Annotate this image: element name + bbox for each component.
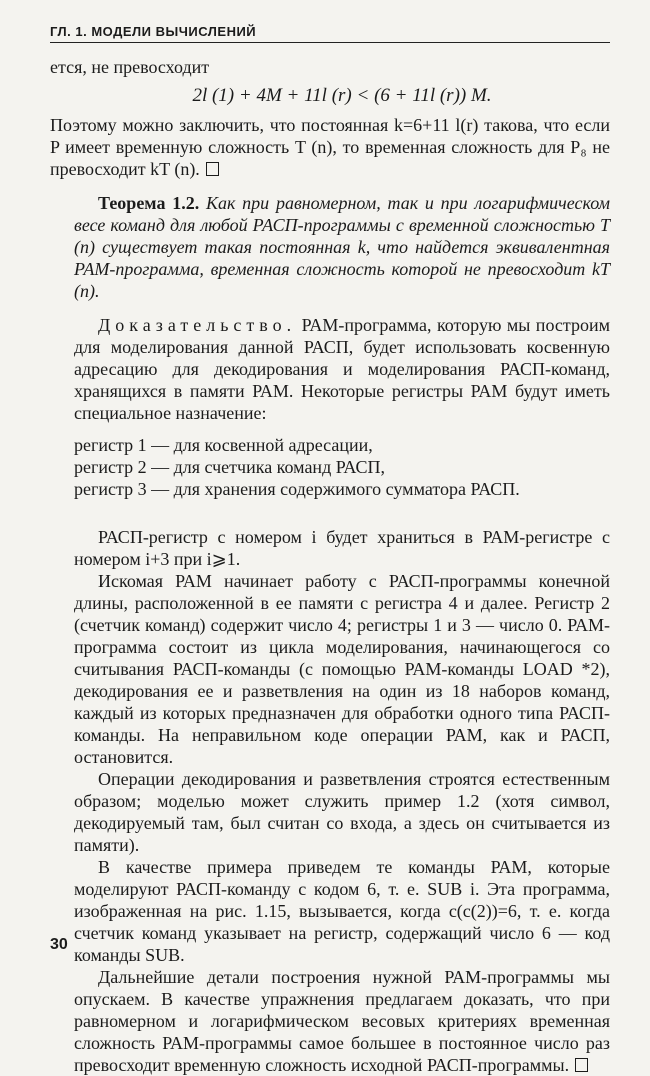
running-head-text: ГЛ. 1. МОДЕЛИ ВЫЧИСЛЕНИЙ [50,24,257,39]
paragraph-sub-example: В качестве примера приведем те команды РАМ, которые моделируют РАСП-команду с кодом 6, т. е. SUB i. Эта программа, изображенная на рис. 1.15, вызывается, когда c(c(2))=6, т. е. когда счетчик команд указывает на регистр, содержащий число 6 — код команды SUB. [74,857,610,965]
register-item: регистр 3 — для хранения содержимого сумматора РАСП. [74,479,520,499]
end-of-proof-icon [575,1058,588,1072]
register-list [74,434,610,500]
paragraph-conclusion [50,114,610,180]
theorem-1-2 [74,192,610,302]
paragraph-final [74,966,610,1076]
proof-text: РАМ-программа, которую мы построим для моделирования данной РАСП, будет использовать косвенную адресацию для декодирования и моделирования РАСП-команд, хранящихся в памяти РАМ. Некоторые регистры РАМ будут иметь специальное назначение: [74,315,610,423]
theorem-title: Теорема 1.2. [98,193,200,213]
end-of-proof-icon [206,162,219,176]
theorem-statement: Как при равномерном, так и при логарифмическом весе команд для любой РАСП-программы с временной сложностью T (n) существует такая постоянная k, что найдется эквивалентная РАМ-программа, временная сложность которой не превосходит kT (n). [74,193,610,301]
running-header [50,22,610,43]
paragraph-proof [74,314,610,424]
proof-label: Доказательство. [98,315,297,335]
paragraph-register-mapping: РАСП-регистр с номером i будет храниться в РАМ-регистре с номером i+3 при i⩾1. [74,527,610,569]
final-text: Дальнейшие детали построения нужной РАМ-программы мы опускаем. В качестве упражнения предлагаем доказать, что при равномерном и логарифмическом весовых критериях временная сложность РАМ-программы самое большее в постоянное число раз превосходит временную сложность исходной РАСП-программы. [74,967,610,1075]
paragraph-continuation: ется, не превосходит [50,57,210,77]
paragraph-ram-start: Искомая РАМ начинает работу с РАСП-программы конечной длины, расположенной в ее памяти с регистра 4 и далее. Регистр 2 (счетчик команд) содержит число 4; регистры 1 и 3 — число 0. РАМ-программа состоит из цикла моделирования, начинающегося со считывания РАСП-команды (с помощью РАМ-команды LOAD *2), декодирования ее и разветвления на один из 18 наборов команд, каждый из которых предназначен для обработки одного типа РАСП-команды. На неправильном коде операции РАМ, как и РАСП, остановится. [74,571,610,767]
paragraph-decoding: Операции декодирования и разветвления строятся естественным образом; моделью может служить пример 1.2 (хотя символ, декодируемый там, был считан со входа, а здесь он считывается из памяти). [74,769,610,855]
conclusion-text: Поэтому можно заключить, что постоянная k=6+11 l(r) такова, что если P имеет временную сложность T (n), то временная сложность для P₈ не превосходит kT (n). [50,115,610,179]
inequality-formula: 2l (1) + 4M + 11l (r) < (6 + 11l (r)) M. [192,85,492,106]
page-number: 30 [50,936,68,953]
register-item: регистр 2 — для счетчика команд РАСП, [74,457,386,477]
register-item: регистр 1 — для косвенной адресации, [74,435,373,455]
